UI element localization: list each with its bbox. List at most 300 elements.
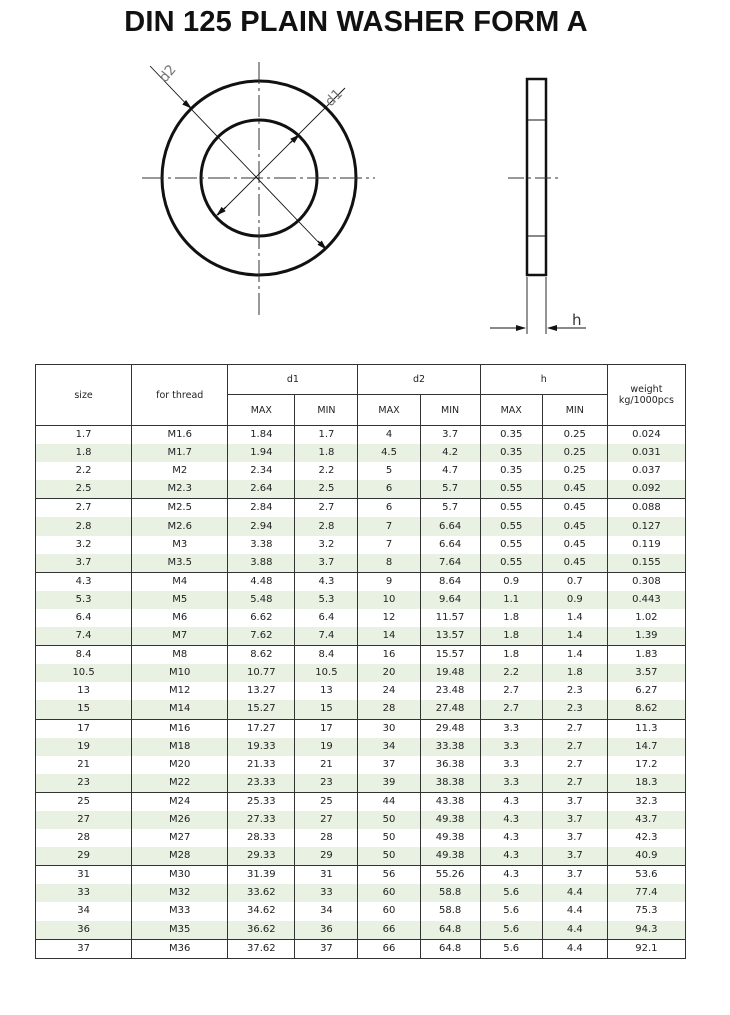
cell-size: 28 xyxy=(36,829,132,847)
cell-d2-min: 49.38 xyxy=(420,811,480,829)
cell-d1-max: 10.77 xyxy=(228,664,295,682)
cell-h-max: 2.2 xyxy=(480,664,542,682)
cell-size: 33 xyxy=(36,884,132,902)
cell-d2-max: 12 xyxy=(358,609,420,627)
cell-d1-max: 1.94 xyxy=(228,444,295,462)
cell-d2-max: 50 xyxy=(358,847,420,866)
cell-d2-max: 28 xyxy=(358,700,420,719)
cell-d2-min: 29.48 xyxy=(420,719,480,738)
cell-weight: 0.127 xyxy=(607,517,685,535)
header-weight-line2: kg/1000pcs xyxy=(618,395,674,406)
header-weight-line1: weight xyxy=(630,384,663,395)
cell-h-max: 5.6 xyxy=(480,902,542,920)
cell-thread: M1.7 xyxy=(132,444,228,462)
washer-spec-table xyxy=(35,364,686,959)
table-row xyxy=(36,811,686,829)
cell-d2-min: 49.38 xyxy=(420,829,480,847)
table-row xyxy=(36,700,686,719)
table-row xyxy=(36,939,686,958)
cell-size: 1.7 xyxy=(36,426,132,445)
cell-d2-max: 34 xyxy=(358,738,420,756)
cell-d1-min: 29 xyxy=(295,847,358,866)
header-h-max: MAX xyxy=(480,395,542,426)
cell-thread: M2 xyxy=(132,462,228,480)
cell-h-min: 3.7 xyxy=(542,792,607,811)
cell-d1-max: 17.27 xyxy=(228,719,295,738)
cell-h-min: 0.25 xyxy=(542,462,607,480)
cell-size: 3.2 xyxy=(36,536,132,554)
cell-thread: M27 xyxy=(132,829,228,847)
cell-d2-min: 11.57 xyxy=(420,609,480,627)
cell-h-min: 0.9 xyxy=(542,591,607,609)
cell-size: 23 xyxy=(36,774,132,793)
cell-d1-max: 29.33 xyxy=(228,847,295,866)
cell-d1-min: 34 xyxy=(295,902,358,920)
cell-d2-max: 4.5 xyxy=(358,444,420,462)
cell-d1-max: 4.48 xyxy=(228,572,295,591)
cell-d2-min: 64.8 xyxy=(420,921,480,940)
d2-label: d2 xyxy=(156,61,180,86)
cell-thread: M10 xyxy=(132,664,228,682)
cell-d1-min: 36 xyxy=(295,921,358,940)
cell-thread: M8 xyxy=(132,646,228,665)
cell-d2-max: 66 xyxy=(358,939,420,958)
cell-d2-min: 55.26 xyxy=(420,866,480,885)
table-row xyxy=(36,756,686,774)
cell-d1-min: 4.3 xyxy=(295,572,358,591)
cell-d2-max: 50 xyxy=(358,811,420,829)
cell-d2-max: 7 xyxy=(358,517,420,535)
cell-d1-min: 25 xyxy=(295,792,358,811)
table-row xyxy=(36,444,686,462)
cell-thread: M32 xyxy=(132,884,228,902)
cell-thread: M5 xyxy=(132,591,228,609)
cell-d2-min: 4.7 xyxy=(420,462,480,480)
cell-size: 31 xyxy=(36,866,132,885)
cell-size: 10.5 xyxy=(36,664,132,682)
cell-weight: 42.3 xyxy=(607,829,685,847)
table-row xyxy=(36,536,686,554)
cell-d1-max: 3.38 xyxy=(228,536,295,554)
cell-weight: 1.39 xyxy=(607,627,685,646)
cell-h-max: 3.3 xyxy=(480,774,542,793)
cell-size: 13 xyxy=(36,682,132,700)
cell-d2-max: 16 xyxy=(358,646,420,665)
cell-h-max: 0.35 xyxy=(480,426,542,445)
cell-weight: 14.7 xyxy=(607,738,685,756)
table-body xyxy=(36,426,686,959)
cell-h-min: 0.45 xyxy=(542,517,607,535)
cell-h-min: 3.7 xyxy=(542,829,607,847)
cell-d2-max: 10 xyxy=(358,591,420,609)
table-row xyxy=(36,829,686,847)
cell-h-min: 1.4 xyxy=(542,646,607,665)
cell-thread: M35 xyxy=(132,921,228,940)
cell-h-max: 4.3 xyxy=(480,829,542,847)
cell-d2-min: 13.57 xyxy=(420,627,480,646)
cell-thread: M4 xyxy=(132,572,228,591)
cell-weight: 0.443 xyxy=(607,591,685,609)
cell-weight: 6.27 xyxy=(607,682,685,700)
cell-d1-min: 10.5 xyxy=(295,664,358,682)
cell-weight: 11.3 xyxy=(607,719,685,738)
cell-h-max: 2.7 xyxy=(480,682,542,700)
table-row xyxy=(36,517,686,535)
table-row xyxy=(36,426,686,445)
cell-d1-min: 1.7 xyxy=(295,426,358,445)
header-d1: d1 xyxy=(228,365,358,395)
cell-d1-min: 28 xyxy=(295,829,358,847)
cell-d2-min: 33.38 xyxy=(420,738,480,756)
cell-d1-min: 37 xyxy=(295,939,358,958)
cell-weight: 0.308 xyxy=(607,572,685,591)
cell-size: 8.4 xyxy=(36,646,132,665)
cell-size: 29 xyxy=(36,847,132,866)
cell-size: 27 xyxy=(36,811,132,829)
cell-d2-min: 6.64 xyxy=(420,536,480,554)
cell-d2-min: 64.8 xyxy=(420,939,480,958)
cell-h-max: 2.7 xyxy=(480,700,542,719)
cell-weight: 0.037 xyxy=(607,462,685,480)
cell-h-min: 0.7 xyxy=(542,572,607,591)
cell-size: 5.3 xyxy=(36,591,132,609)
cell-weight: 32.3 xyxy=(607,792,685,811)
cell-size: 4.3 xyxy=(36,572,132,591)
cell-d1-min: 21 xyxy=(295,756,358,774)
header-h: h xyxy=(480,365,607,395)
washer-drawing xyxy=(0,0,730,360)
cell-h-max: 5.6 xyxy=(480,884,542,902)
cell-d2-max: 60 xyxy=(358,902,420,920)
cell-weight: 3.57 xyxy=(607,664,685,682)
cell-h-max: 3.3 xyxy=(480,756,542,774)
cell-weight: 0.024 xyxy=(607,426,685,445)
header-weight xyxy=(607,365,685,426)
cell-d1-max: 2.94 xyxy=(228,517,295,535)
cell-d1-max: 21.33 xyxy=(228,756,295,774)
cell-d2-min: 58.8 xyxy=(420,884,480,902)
cell-size: 19 xyxy=(36,738,132,756)
cell-d1-max: 31.39 xyxy=(228,866,295,885)
cell-weight: 0.155 xyxy=(607,554,685,573)
cell-d2-min: 5.7 xyxy=(420,480,480,499)
cell-thread: M26 xyxy=(132,811,228,829)
cell-h-min: 2.3 xyxy=(542,700,607,719)
cell-d1-max: 19.33 xyxy=(228,738,295,756)
cell-h-min: 4.4 xyxy=(542,939,607,958)
cell-h-min: 2.3 xyxy=(542,682,607,700)
cell-weight: 1.83 xyxy=(607,646,685,665)
cell-d1-min: 23 xyxy=(295,774,358,793)
cell-d1-min: 2.5 xyxy=(295,480,358,499)
cell-weight: 1.02 xyxy=(607,609,685,627)
cell-d1-min: 3.7 xyxy=(295,554,358,573)
cell-d2-min: 58.8 xyxy=(420,902,480,920)
cell-d1-max: 23.33 xyxy=(228,774,295,793)
cell-d1-max: 34.62 xyxy=(228,902,295,920)
table-row xyxy=(36,884,686,902)
cell-d2-max: 4 xyxy=(358,426,420,445)
cell-d1-max: 25.33 xyxy=(228,792,295,811)
cell-d1-min: 8.4 xyxy=(295,646,358,665)
cell-size: 21 xyxy=(36,756,132,774)
cell-thread: M1.6 xyxy=(132,426,228,445)
table-row xyxy=(36,682,686,700)
table-row xyxy=(36,902,686,920)
cell-h-max: 3.3 xyxy=(480,738,542,756)
cell-size: 2.2 xyxy=(36,462,132,480)
cell-thread: M20 xyxy=(132,756,228,774)
cell-d2-max: 66 xyxy=(358,921,420,940)
cell-h-max: 0.55 xyxy=(480,536,542,554)
cell-d1-max: 15.27 xyxy=(228,700,295,719)
cell-d2-max: 24 xyxy=(358,682,420,700)
cell-d1-max: 6.62 xyxy=(228,609,295,627)
header-size: size xyxy=(36,365,132,426)
cell-h-min: 4.4 xyxy=(542,921,607,940)
cell-d1-max: 1.84 xyxy=(228,426,295,445)
cell-d2-min: 43.38 xyxy=(420,792,480,811)
table-row xyxy=(36,719,686,738)
cell-d2-min: 3.7 xyxy=(420,426,480,445)
cell-d2-min: 8.64 xyxy=(420,572,480,591)
cell-h-min: 0.45 xyxy=(542,480,607,499)
cell-d2-max: 5 xyxy=(358,462,420,480)
cell-d2-max: 44 xyxy=(358,792,420,811)
cell-weight: 17.2 xyxy=(607,756,685,774)
table-row xyxy=(36,480,686,499)
table-row xyxy=(36,499,686,518)
table-row xyxy=(36,554,686,573)
cell-d1-min: 19 xyxy=(295,738,358,756)
cell-weight: 43.7 xyxy=(607,811,685,829)
table-row xyxy=(36,591,686,609)
cell-h-min: 1.4 xyxy=(542,627,607,646)
table-row xyxy=(36,572,686,591)
cell-weight: 18.3 xyxy=(607,774,685,793)
cell-weight: 92.1 xyxy=(607,939,685,958)
cell-d2-max: 14 xyxy=(358,627,420,646)
cell-d1-max: 27.33 xyxy=(228,811,295,829)
table-row xyxy=(36,921,686,940)
cell-weight: 75.3 xyxy=(607,902,685,920)
cell-h-max: 4.3 xyxy=(480,847,542,866)
cell-d2-min: 9.64 xyxy=(420,591,480,609)
cell-d2-min: 38.38 xyxy=(420,774,480,793)
cell-d1-min: 27 xyxy=(295,811,358,829)
cell-thread: M14 xyxy=(132,700,228,719)
table-row xyxy=(36,664,686,682)
cell-thread: M18 xyxy=(132,738,228,756)
cell-size: 2.5 xyxy=(36,480,132,499)
cell-h-min: 0.45 xyxy=(542,554,607,573)
table-row xyxy=(36,792,686,811)
cell-weight: 0.119 xyxy=(607,536,685,554)
table-row xyxy=(36,774,686,793)
cell-h-min: 0.25 xyxy=(542,426,607,445)
d1-label: d1 xyxy=(322,86,346,110)
cell-h-max: 4.3 xyxy=(480,811,542,829)
header-d1-max: MAX xyxy=(228,395,295,426)
cell-d1-min: 13 xyxy=(295,682,358,700)
cell-d1-min: 6.4 xyxy=(295,609,358,627)
cell-h-min: 3.7 xyxy=(542,866,607,885)
cell-weight: 77.4 xyxy=(607,884,685,902)
cell-size: 7.4 xyxy=(36,627,132,646)
cell-size: 34 xyxy=(36,902,132,920)
cell-h-min: 0.45 xyxy=(542,536,607,554)
cell-thread: M2.5 xyxy=(132,499,228,518)
cell-d2-max: 6 xyxy=(358,499,420,518)
cell-size: 2.8 xyxy=(36,517,132,535)
cell-d1-max: 5.48 xyxy=(228,591,295,609)
cell-d1-max: 36.62 xyxy=(228,921,295,940)
cell-size: 25 xyxy=(36,792,132,811)
cell-h-max: 1.1 xyxy=(480,591,542,609)
cell-d2-max: 6 xyxy=(358,480,420,499)
cell-d1-max: 2.34 xyxy=(228,462,295,480)
cell-d2-max: 9 xyxy=(358,572,420,591)
cell-d1-min: 7.4 xyxy=(295,627,358,646)
cell-thread: M33 xyxy=(132,902,228,920)
cell-thread: M2.6 xyxy=(132,517,228,535)
cell-thread: M30 xyxy=(132,866,228,885)
cell-weight: 8.62 xyxy=(607,700,685,719)
cell-thread: M12 xyxy=(132,682,228,700)
cell-d1-min: 31 xyxy=(295,866,358,885)
cell-d2-min: 19.48 xyxy=(420,664,480,682)
cell-d2-min: 15.57 xyxy=(420,646,480,665)
cell-thread: M28 xyxy=(132,847,228,866)
cell-h-min: 2.7 xyxy=(542,756,607,774)
cell-thread: M3 xyxy=(132,536,228,554)
table-row xyxy=(36,609,686,627)
cell-d2-min: 6.64 xyxy=(420,517,480,535)
cell-d1-min: 5.3 xyxy=(295,591,358,609)
cell-d2-min: 36.38 xyxy=(420,756,480,774)
cell-thread: M2.3 xyxy=(132,480,228,499)
cell-thread: M22 xyxy=(132,774,228,793)
cell-d2-max: 39 xyxy=(358,774,420,793)
cell-h-min: 1.8 xyxy=(542,664,607,682)
cell-h-max: 3.3 xyxy=(480,719,542,738)
cell-d2-min: 49.38 xyxy=(420,847,480,866)
cell-size: 17 xyxy=(36,719,132,738)
cell-thread: M7 xyxy=(132,627,228,646)
cell-d1-min: 2.2 xyxy=(295,462,358,480)
cell-h-min: 1.4 xyxy=(542,609,607,627)
h-label: h xyxy=(572,311,582,329)
cell-d2-min: 7.64 xyxy=(420,554,480,573)
cell-d2-min: 27.48 xyxy=(420,700,480,719)
cell-d2-max: 37 xyxy=(358,756,420,774)
cell-d1-min: 3.2 xyxy=(295,536,358,554)
cell-d2-max: 50 xyxy=(358,829,420,847)
cell-weight: 53.6 xyxy=(607,866,685,885)
cell-d2-max: 56 xyxy=(358,866,420,885)
cell-d2-min: 5.7 xyxy=(420,499,480,518)
cell-d2-min: 23.48 xyxy=(420,682,480,700)
cell-thread: M16 xyxy=(132,719,228,738)
cell-thread: M6 xyxy=(132,609,228,627)
cell-d2-max: 30 xyxy=(358,719,420,738)
cell-h-max: 1.8 xyxy=(480,646,542,665)
page-title: DIN 125 PLAIN WASHER FORM A xyxy=(124,6,588,38)
cell-size: 37 xyxy=(36,939,132,958)
cell-h-min: 4.4 xyxy=(542,902,607,920)
header-d2-min: MIN xyxy=(420,395,480,426)
cell-h-max: 0.35 xyxy=(480,462,542,480)
header-h-min: MIN xyxy=(542,395,607,426)
cell-thread: M36 xyxy=(132,939,228,958)
cell-size: 1.8 xyxy=(36,444,132,462)
cell-h-max: 4.3 xyxy=(480,866,542,885)
cell-weight: 0.031 xyxy=(607,444,685,462)
cell-h-max: 5.6 xyxy=(480,921,542,940)
cell-h-max: 1.8 xyxy=(480,609,542,627)
cell-d1-max: 33.62 xyxy=(228,884,295,902)
table-row xyxy=(36,738,686,756)
washer-side-view xyxy=(490,79,586,334)
table-row xyxy=(36,847,686,866)
cell-d2-max: 8 xyxy=(358,554,420,573)
cell-h-max: 0.35 xyxy=(480,444,542,462)
cell-d1-max: 2.64 xyxy=(228,480,295,499)
cell-thread: M24 xyxy=(132,792,228,811)
cell-d1-min: 15 xyxy=(295,700,358,719)
cell-h-max: 0.55 xyxy=(480,554,542,573)
cell-h-min: 0.25 xyxy=(542,444,607,462)
cell-h-max: 1.8 xyxy=(480,627,542,646)
cell-h-max: 0.55 xyxy=(480,480,542,499)
cell-h-min: 2.7 xyxy=(542,719,607,738)
cell-h-max: 0.55 xyxy=(480,517,542,535)
cell-h-min: 2.7 xyxy=(542,774,607,793)
cell-d1-min: 1.8 xyxy=(295,444,358,462)
cell-d1-max: 3.88 xyxy=(228,554,295,573)
cell-h-max: 0.55 xyxy=(480,499,542,518)
cell-d2-max: 7 xyxy=(358,536,420,554)
cell-h-min: 2.7 xyxy=(542,738,607,756)
header-d1-min: MIN xyxy=(295,395,358,426)
cell-weight: 0.092 xyxy=(607,480,685,499)
cell-size: 3.7 xyxy=(36,554,132,573)
table-row xyxy=(36,627,686,646)
cell-h-min: 0.45 xyxy=(542,499,607,518)
cell-size: 2.7 xyxy=(36,499,132,518)
cell-thread: M3.5 xyxy=(132,554,228,573)
cell-d1-max: 28.33 xyxy=(228,829,295,847)
cell-d2-max: 20 xyxy=(358,664,420,682)
cell-h-max: 5.6 xyxy=(480,939,542,958)
cell-d1-min: 33 xyxy=(295,884,358,902)
header-d2-max: MAX xyxy=(358,395,420,426)
cell-h-min: 3.7 xyxy=(542,847,607,866)
cell-weight: 0.088 xyxy=(607,499,685,518)
cell-d1-max: 2.84 xyxy=(228,499,295,518)
cell-weight: 94.3 xyxy=(607,921,685,940)
cell-weight: 40.9 xyxy=(607,847,685,866)
cell-d1-max: 13.27 xyxy=(228,682,295,700)
cell-h-min: 3.7 xyxy=(542,811,607,829)
header-thread: for thread xyxy=(132,365,228,426)
cell-h-max: 4.3 xyxy=(480,792,542,811)
table-row xyxy=(36,646,686,665)
cell-d2-min: 4.2 xyxy=(420,444,480,462)
cell-d1-max: 8.62 xyxy=(228,646,295,665)
cell-h-max: 0.9 xyxy=(480,572,542,591)
header-d2: d2 xyxy=(358,365,480,395)
